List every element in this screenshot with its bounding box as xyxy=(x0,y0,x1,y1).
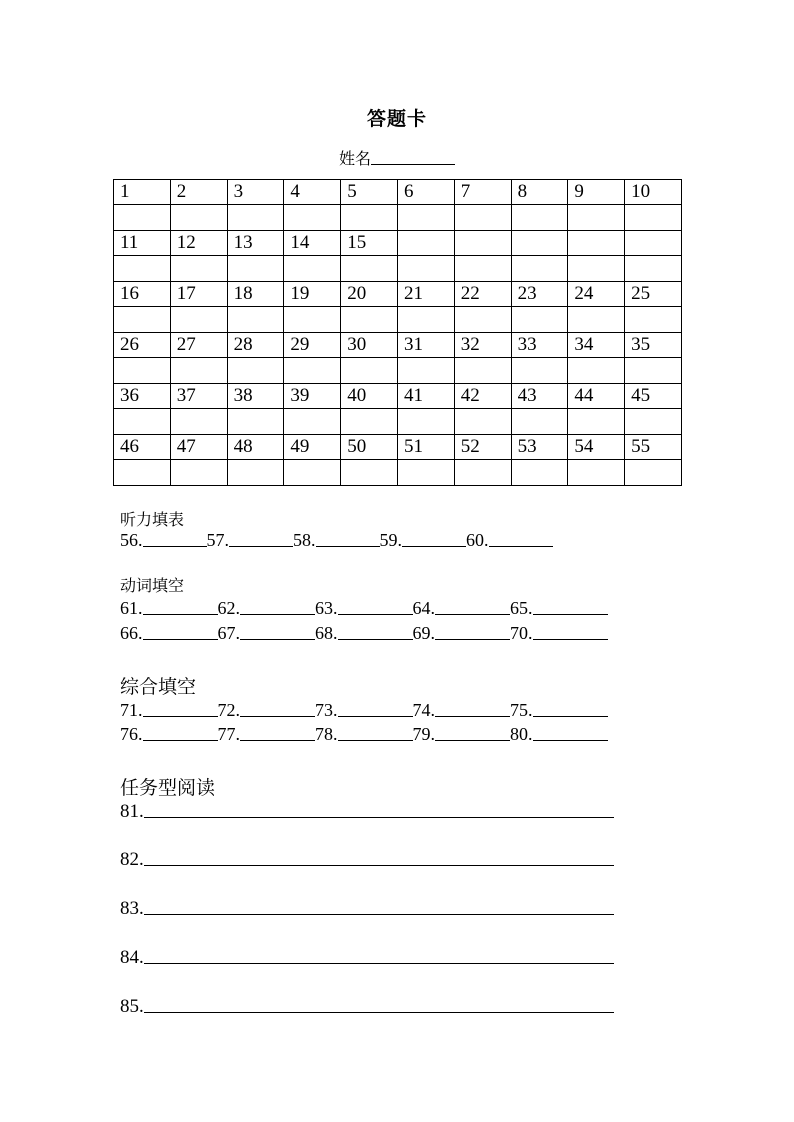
question-number-cell: 44 xyxy=(568,384,625,409)
answer-cell[interactable] xyxy=(114,256,171,282)
answer-cell[interactable] xyxy=(625,307,682,333)
question-number-row xyxy=(114,180,682,205)
answer-row xyxy=(114,205,682,231)
question-number-cell: 35 xyxy=(625,333,682,358)
answer-cell[interactable] xyxy=(170,205,227,231)
answer-row xyxy=(114,256,682,282)
answer-cell[interactable] xyxy=(568,460,625,486)
question-number: 64. xyxy=(412,598,435,618)
question-number-cell: 15 xyxy=(341,231,398,256)
answer-cell[interactable] xyxy=(114,205,171,231)
question-number-cell: 48 xyxy=(227,435,284,460)
reading-row xyxy=(120,947,614,969)
question-number-cell: 10 xyxy=(625,180,682,205)
question-number-cell: 18 xyxy=(227,282,284,307)
answer-cell[interactable] xyxy=(568,409,625,435)
answer-blank[interactable] xyxy=(338,623,413,640)
reading-row xyxy=(120,801,614,823)
question-number: 78. xyxy=(315,724,338,744)
question-number-cell: 1 xyxy=(114,180,171,205)
answer-cell[interactable] xyxy=(284,205,341,231)
answer-cell[interactable] xyxy=(114,358,171,384)
question-number: 83. xyxy=(120,898,144,919)
question-number-cell: 55 xyxy=(625,435,682,460)
answer-cell[interactable] xyxy=(341,460,398,486)
verb-section-label: 动词填空 xyxy=(120,576,185,595)
question-number-cell: 9 xyxy=(568,180,625,205)
question-number-cell: 47 xyxy=(170,435,227,460)
question-number: 81. xyxy=(120,801,144,822)
reading-row xyxy=(120,898,614,920)
question-number: 69. xyxy=(412,623,435,643)
answer-cell[interactable] xyxy=(625,460,682,486)
question-number-cell: 31 xyxy=(397,333,454,358)
answer-cell[interactable] xyxy=(397,256,454,282)
question-number: 79. xyxy=(412,724,435,744)
question-number-cell: 38 xyxy=(227,384,284,409)
question-number: 82. xyxy=(120,849,144,870)
question-number-cell: 51 xyxy=(397,435,454,460)
question-number-cell xyxy=(397,231,454,256)
answer-cell[interactable] xyxy=(454,205,511,231)
answer-cell[interactable] xyxy=(511,358,568,384)
name-field[interactable] xyxy=(371,146,455,165)
answer-cell[interactable] xyxy=(227,256,284,282)
answer-cell[interactable] xyxy=(625,205,682,231)
listening-section-label: 听力填表 xyxy=(120,510,185,529)
question-number: 62. xyxy=(217,598,240,618)
question-number-cell: 40 xyxy=(341,384,398,409)
answer-cell[interactable] xyxy=(397,409,454,435)
answer-blank[interactable] xyxy=(144,849,614,866)
question-number: 75. xyxy=(510,700,533,720)
question-number-cell: 28 xyxy=(227,333,284,358)
answer-row xyxy=(114,307,682,333)
answer-blank[interactable] xyxy=(143,700,218,717)
answer-blank[interactable] xyxy=(240,700,315,717)
question-number-cell xyxy=(625,231,682,256)
answer-blank[interactable] xyxy=(533,724,608,741)
answer-blank[interactable] xyxy=(143,623,218,640)
question-number: 85. xyxy=(120,996,144,1017)
answer-cell[interactable] xyxy=(625,256,682,282)
answer-cell[interactable] xyxy=(114,460,171,486)
answer-blank[interactable] xyxy=(435,623,510,640)
question-number-cell: 5 xyxy=(341,180,398,205)
answer-cell[interactable] xyxy=(227,307,284,333)
answer-blank[interactable] xyxy=(533,700,608,717)
answer-cell[interactable] xyxy=(341,256,398,282)
answer-blank[interactable] xyxy=(143,724,218,741)
question-number-cell: 43 xyxy=(511,384,568,409)
answer-cell[interactable] xyxy=(454,256,511,282)
answer-blank[interactable] xyxy=(435,598,510,615)
answer-cell[interactable] xyxy=(625,358,682,384)
question-number-cell: 8 xyxy=(511,180,568,205)
question-number-cell: 13 xyxy=(227,231,284,256)
answer-row xyxy=(114,358,682,384)
answer-blank[interactable] xyxy=(338,700,413,717)
question-number-cell: 52 xyxy=(454,435,511,460)
question-number: 71. xyxy=(120,700,143,720)
answer-cell[interactable] xyxy=(341,358,398,384)
answer-sheet-title: 答题卡 xyxy=(366,108,427,130)
answer-cell[interactable] xyxy=(511,307,568,333)
answer-cell[interactable] xyxy=(170,256,227,282)
question-number: 80. xyxy=(510,724,533,744)
question-number-cell: 36 xyxy=(114,384,171,409)
question-number-cell xyxy=(511,231,568,256)
answer-cell[interactable] xyxy=(397,205,454,231)
answer-cell[interactable] xyxy=(454,460,511,486)
answer-blank[interactable] xyxy=(435,724,510,741)
question-number-cell: 19 xyxy=(284,282,341,307)
question-number: 76. xyxy=(120,724,143,744)
answer-grid xyxy=(113,179,682,486)
answer-cell[interactable] xyxy=(454,358,511,384)
reading-row xyxy=(120,849,614,871)
answer-cell[interactable] xyxy=(341,307,398,333)
question-number-cell: 16 xyxy=(114,282,171,307)
question-number-cell xyxy=(568,231,625,256)
answer-blank[interactable] xyxy=(144,801,614,818)
reading-section-label: 任务型阅读 xyxy=(120,777,216,799)
question-number-cell: 4 xyxy=(284,180,341,205)
question-number-cell: 20 xyxy=(341,282,398,307)
question-number-cell: 45 xyxy=(625,384,682,409)
answer-cell[interactable] xyxy=(114,409,171,435)
question-number-cell: 17 xyxy=(170,282,227,307)
question-number-cell: 54 xyxy=(568,435,625,460)
question-number-cell: 46 xyxy=(114,435,171,460)
question-number-row xyxy=(114,384,682,409)
answer-blank[interactable] xyxy=(240,623,315,640)
answer-blank[interactable] xyxy=(240,598,315,615)
answer-cell[interactable] xyxy=(227,358,284,384)
question-number-cell: 32 xyxy=(454,333,511,358)
answer-row xyxy=(114,460,682,486)
cloze-row-2 xyxy=(120,724,608,745)
answer-cell[interactable] xyxy=(625,409,682,435)
answer-blank[interactable] xyxy=(533,598,608,615)
answer-cell[interactable] xyxy=(568,256,625,282)
answer-cell[interactable] xyxy=(284,460,341,486)
cloze-row-1 xyxy=(120,700,608,721)
answer-blank[interactable] xyxy=(229,530,293,547)
question-number-cell: 24 xyxy=(568,282,625,307)
question-number: 60. xyxy=(466,530,489,550)
question-number-cell: 42 xyxy=(454,384,511,409)
answer-blank[interactable] xyxy=(144,996,614,1013)
question-number: 68. xyxy=(315,623,338,643)
question-number-cell: 14 xyxy=(284,231,341,256)
question-number: 56. xyxy=(120,530,143,550)
answer-blank[interactable] xyxy=(144,898,614,915)
question-number-cell: 49 xyxy=(284,435,341,460)
answer-blank[interactable] xyxy=(402,530,466,547)
question-number: 77. xyxy=(217,724,240,744)
answer-cell[interactable] xyxy=(284,256,341,282)
answer-cell[interactable] xyxy=(397,358,454,384)
answer-cell[interactable] xyxy=(341,409,398,435)
answer-cell[interactable] xyxy=(397,460,454,486)
listening-row xyxy=(120,530,553,551)
answer-cell[interactable] xyxy=(227,205,284,231)
question-number: 70. xyxy=(510,623,533,643)
answer-blank[interactable] xyxy=(435,700,510,717)
question-number-cell: 39 xyxy=(284,384,341,409)
answer-cell[interactable] xyxy=(454,409,511,435)
question-number-cell: 34 xyxy=(568,333,625,358)
question-number-cell: 27 xyxy=(170,333,227,358)
question-number-cell: 33 xyxy=(511,333,568,358)
question-number-cell: 23 xyxy=(511,282,568,307)
answer-blank[interactable] xyxy=(338,724,413,741)
answer-blank[interactable] xyxy=(240,724,315,741)
answer-cell[interactable] xyxy=(170,460,227,486)
answer-cell[interactable] xyxy=(454,307,511,333)
answer-row xyxy=(114,409,682,435)
question-number: 61. xyxy=(120,598,143,618)
question-number-cell: 2 xyxy=(170,180,227,205)
question-number: 58. xyxy=(293,530,316,550)
question-number: 59. xyxy=(379,530,402,550)
question-number-cell: 29 xyxy=(284,333,341,358)
answer-cell[interactable] xyxy=(341,205,398,231)
question-number: 57. xyxy=(206,530,229,550)
answer-blank[interactable] xyxy=(316,530,380,547)
question-number: 73. xyxy=(315,700,338,720)
cloze-section-label: 综合填空 xyxy=(120,676,197,698)
question-number-row xyxy=(114,435,682,460)
answer-blank[interactable] xyxy=(489,530,553,547)
question-number-cell: 6 xyxy=(397,180,454,205)
answer-cell[interactable] xyxy=(170,409,227,435)
question-number: 65. xyxy=(510,598,533,618)
answer-cell[interactable] xyxy=(511,460,568,486)
verb-row-1 xyxy=(120,598,608,619)
question-number-cell: 50 xyxy=(341,435,398,460)
answer-blank[interactable] xyxy=(143,598,218,615)
answer-cell[interactable] xyxy=(511,205,568,231)
question-number: 72. xyxy=(217,700,240,720)
answer-cell[interactable] xyxy=(397,307,454,333)
question-number: 67. xyxy=(217,623,240,643)
question-number-row xyxy=(114,282,682,307)
question-number: 74. xyxy=(412,700,435,720)
question-number-cell: 7 xyxy=(454,180,511,205)
question-number-cell: 22 xyxy=(454,282,511,307)
answer-cell[interactable] xyxy=(170,307,227,333)
answer-cell[interactable] xyxy=(114,307,171,333)
question-number-cell xyxy=(454,231,511,256)
answer-cell[interactable] xyxy=(511,256,568,282)
question-number-cell: 30 xyxy=(341,333,398,358)
answer-cell[interactable] xyxy=(284,307,341,333)
answer-cell[interactable] xyxy=(284,409,341,435)
question-number-row xyxy=(114,333,682,358)
answer-cell[interactable] xyxy=(170,358,227,384)
question-number-cell: 37 xyxy=(170,384,227,409)
answer-blank[interactable] xyxy=(338,598,413,615)
question-number: 84. xyxy=(120,947,144,968)
answer-blank[interactable] xyxy=(144,947,614,964)
question-number-row xyxy=(114,231,682,256)
answer-cell[interactable] xyxy=(568,205,625,231)
answer-blank[interactable] xyxy=(533,623,608,640)
question-number-cell: 26 xyxy=(114,333,171,358)
question-number-cell: 41 xyxy=(397,384,454,409)
answer-cell[interactable] xyxy=(568,358,625,384)
question-number-cell: 53 xyxy=(511,435,568,460)
answer-cell[interactable] xyxy=(284,358,341,384)
reading-row xyxy=(120,996,614,1018)
question-number-cell: 12 xyxy=(170,231,227,256)
question-number-cell: 21 xyxy=(397,282,454,307)
answer-cell[interactable] xyxy=(568,307,625,333)
answer-cell[interactable] xyxy=(227,460,284,486)
answer-blank[interactable] xyxy=(143,530,207,547)
name-row xyxy=(0,146,794,169)
answer-cell[interactable] xyxy=(511,409,568,435)
name-label: 姓名 xyxy=(338,149,371,168)
answer-cell[interactable] xyxy=(227,409,284,435)
question-number-cell: 25 xyxy=(625,282,682,307)
question-number-cell: 3 xyxy=(227,180,284,205)
question-number: 66. xyxy=(120,623,143,643)
question-number-cell: 11 xyxy=(114,231,171,256)
question-number: 63. xyxy=(315,598,338,618)
verb-row-2 xyxy=(120,623,608,644)
